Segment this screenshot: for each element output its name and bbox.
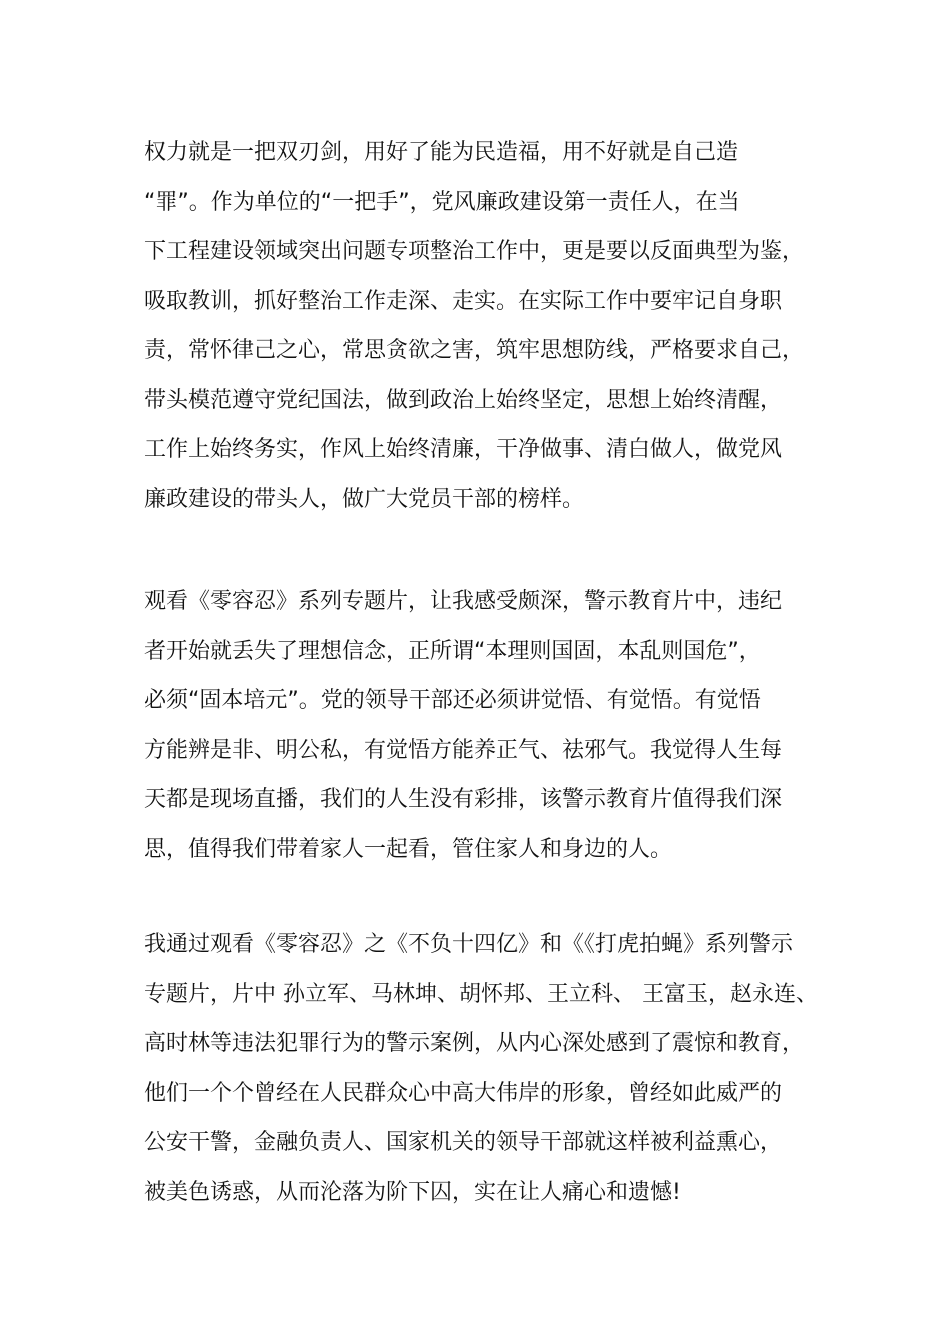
text-line: 他们一个个曾经在人民群众心中高大伟岸的形象，曾经如此威严的 — [144, 1080, 783, 1106]
text-line: 带头模范遵守党纪国法，做到政治上始终坚定，思想上始终清醒， — [144, 387, 783, 413]
text-line: 专题片，片中 孙立军、马林坤、胡怀邦、王立科、 王富玉，赵永连、 — [144, 981, 818, 1007]
text-line: 我通过观看《零容忍》之《不负十四亿》和《《打虎拍蝇》系列警示 — [144, 932, 794, 957]
text-line: 吸取教训，抓好整治工作走深、走实。在实际工作中要牢记自身职 — [144, 288, 783, 314]
text-line: 者开始就丢失了理想信念，正所谓“本理则国固，本乱则国危”， — [144, 638, 761, 664]
text-line: 廉政建设的带头人，做广大党员干部的榜样。 — [144, 486, 585, 512]
paragraph-1 — [144, 128, 824, 524]
text-line: 高时林等违法犯罪行为的警示案例，从内心深处感到了震惊和教育， — [144, 1031, 805, 1056]
text-line: 观看《零容忍》系列专题片，让我感受颇深，警示教育片中，违纪 — [144, 589, 783, 614]
text-line: 工作上始终务实，作风上始终清廉，干净做事、清白做人，做党风 — [144, 437, 783, 462]
paragraph-3 — [144, 920, 824, 1217]
text-line: 方能辨是非、明公私，有觉悟方能养正气、祛邪气。我觉得人生每 — [144, 737, 783, 763]
text-line: 责，常怀律己之心，常思贪欲之害，筑牢思想防线，严格要求自己， — [144, 338, 805, 363]
text-line: 天都是现场直播，我们的人生没有彩排，该警示教育片值得我们深 — [144, 787, 783, 812]
text-line: 思，值得我们带着家人一起看，管住家人和身边的人。 — [144, 836, 673, 862]
text-line: 必须“固本培元”。党的领导干部还必须讲觉悟、有觉悟。有觉悟 — [144, 688, 761, 713]
text-line: “罪”。作为单位的“一把手”，党风廉政建设第一责任人，在当 — [144, 189, 740, 215]
text-line: 公安干警，金融负责人、国家机关的领导干部就这样被利益熏心， — [144, 1130, 783, 1155]
text-line: 下工程建设领域突出问题专项整治工作中，更是要以反面典型为鉴， — [144, 239, 805, 264]
text-line: 权力就是一把双刃剑，用好了能为民造福，用不好就是自己造 — [144, 140, 739, 165]
paragraph-2 — [144, 577, 824, 874]
text-line: 被美色诱惑，从而沦落为阶下囚，实在让人痛心和遗憾! — [144, 1179, 681, 1205]
